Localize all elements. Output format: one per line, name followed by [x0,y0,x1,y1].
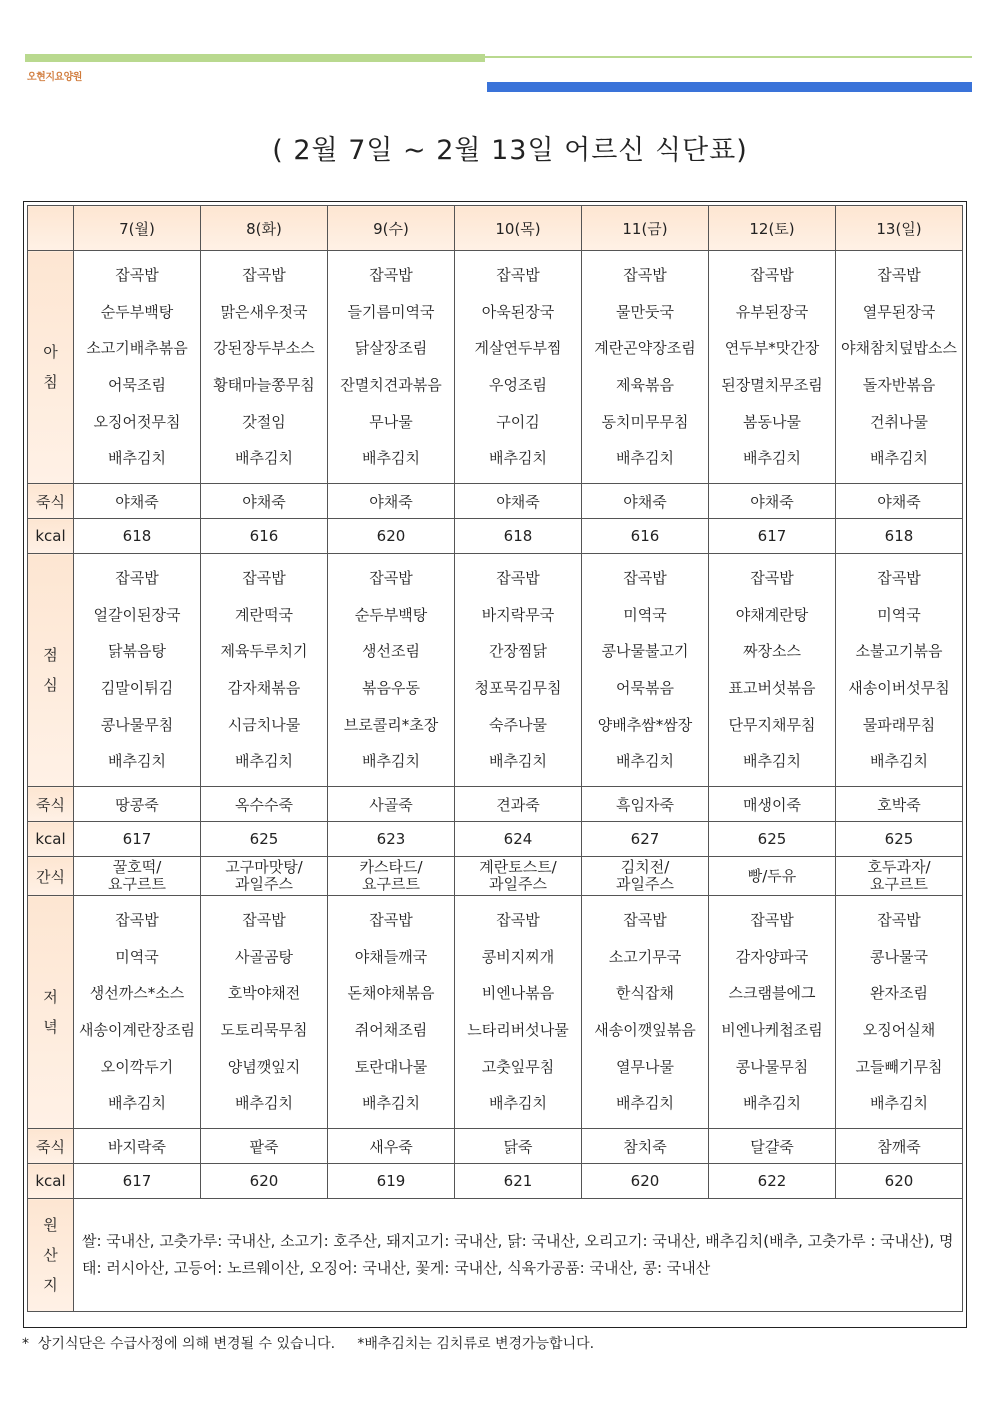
snack-item: 계란토스트/ [479,858,557,876]
breakfast-kcal-value: 616 [582,519,709,554]
breakfast-porridge-value: 야채죽 [74,484,201,519]
lunch-kcal-value: 625 [201,822,328,857]
lunch-kcal-value: 627 [582,822,709,857]
menu-item: 잡곡밥 [750,266,794,285]
snack-cell [74,857,201,896]
snack-item: 과일주스 [616,875,674,893]
menu-item: 배추김치 [870,752,928,771]
menu-item: 표고버섯볶음 [728,679,816,697]
dinner-porridge-value: 닭죽 [455,1129,582,1164]
breakfast-kcal-value: 618 [74,519,201,554]
footnote: * 상기식단은 수급사정에 의해 변경될 수 있습니다. *배추김치는 김치류로 변경가능합니다. [22,1336,595,1352]
menu-item: 잡곡밥 [115,266,159,285]
breakfast-label-char: 아 [43,343,58,361]
menu-item: 물파래무침 [862,715,936,734]
menu-item: 새송이계란장조림 [79,1021,195,1039]
snack-item: 카스타드/ [359,858,423,876]
lunch-porridge-value: 호박죽 [836,787,963,822]
page-title: ( 2월 7일 ~ 2월 13일 어르신 식단표) [272,135,748,166]
menu-item: 잡곡밥 [877,266,921,285]
menu-item: 배추김치 [616,752,674,771]
dinner-cell [582,896,709,1129]
menu-item: 아욱된장국 [481,302,555,321]
lunch-cell [455,554,582,787]
menu-table [27,205,963,1312]
menu-item: 미역국 [115,947,159,966]
menu-item: 사골곰탕 [235,947,293,966]
menu-item: 잡곡밥 [750,569,794,588]
lunch-porridge-value: 사골죽 [328,787,455,822]
menu-item: 잡곡밥 [496,911,540,930]
menu-item: 건취나물 [870,412,928,431]
menu-item: 물만둣국 [616,302,674,321]
header-green-bar [25,54,485,62]
menu-item: 브로콜리*초장 [343,715,439,734]
menu-item: 배추김치 [235,1094,293,1113]
menu-item: 배추김치 [616,449,674,468]
menu-item: 배추김치 [743,752,801,771]
menu-item: 잡곡밥 [242,569,286,588]
breakfast-porridge-value: 야채죽 [328,484,455,519]
menu-item: 배추김치 [489,1094,547,1113]
menu-item: 소고기배추볶음 [86,339,188,358]
breakfast-porridge-label: 죽식 [28,484,74,519]
dinner-kcal-value: 617 [74,1164,201,1199]
menu-item: 계란곤약장조림 [594,339,696,358]
snack-item: 김치전/ [620,858,670,876]
origin-label-char: 지 [43,1276,58,1294]
day-header: 10(목) [455,206,582,251]
snack-cell [201,857,328,896]
breakfast-kcal-value: 618 [836,519,963,554]
day-header: 7(월) [74,206,201,251]
menu-item: 순두부백탕 [100,302,174,321]
dinner-porridge-value: 팥죽 [201,1129,328,1164]
menu-frame [23,201,967,1328]
menu-item: 순두부백탕 [354,605,428,624]
menu-item: 잡곡밥 [496,266,540,285]
breakfast-porridge-value: 야채죽 [582,484,709,519]
menu-item: 연두부*맛간장 [724,339,820,358]
menu-item: 갓절임 [242,412,286,431]
dinner-cell [201,896,328,1129]
menu-item: 생선조림 [362,642,420,661]
menu-item: 쥐어채조림 [354,1021,428,1039]
menu-item: 맑은새우젓국 [220,302,308,321]
menu-item: 잡곡밥 [115,911,159,930]
breakfast-porridge-value: 야채죽 [836,484,963,519]
menu-item: 얼갈이된장국 [93,605,181,624]
origin-label-char: 산 [43,1246,58,1264]
breakfast-cell [455,251,582,484]
lunch-kcal-label: kcal [28,822,74,857]
menu-item: 배추김치 [108,752,166,771]
menu-item: 김말이튀김 [100,679,174,697]
menu-item: 게살연두부찜 [474,339,562,358]
menu-item: 잡곡밥 [242,911,286,930]
menu-item: 닭살장조림 [354,339,428,358]
lunch-label [28,554,74,787]
snack-cell [328,857,455,896]
breakfast-row [28,251,963,484]
dinner-cell [709,896,836,1129]
header-green-line [485,56,972,58]
menu-item: 배추김치 [743,449,801,468]
lunch-label-char: 점 [43,646,58,664]
lunch-cell [709,554,836,787]
menu-item: 잡곡밥 [369,266,413,285]
menu-item: 배추김치 [108,449,166,468]
lunch-kcal-value: 625 [709,822,836,857]
menu-item: 배추김치 [108,1094,166,1113]
breakfast-kcal-row [28,519,963,554]
lunch-porridge-value: 견과죽 [455,787,582,822]
menu-item: 미역국 [623,605,667,624]
snack-label: 간식 [28,857,74,896]
breakfast-cell [709,251,836,484]
breakfast-cell [74,251,201,484]
menu-item: 황태마늘쫑무침 [213,376,315,394]
logo-text: 오현지요양원 [27,72,82,83]
snack-item: 요구르트 [870,875,928,893]
dinner-porridge-value: 참깨죽 [836,1129,963,1164]
menu-item: 콩나물국 [870,947,928,966]
origin-row [28,1199,963,1312]
dinner-kcal-value: 620 [836,1164,963,1199]
breakfast-cell [836,251,963,484]
menu-item: 토란대나물 [354,1057,428,1076]
lunch-row [28,554,963,787]
breakfast-kcal-value: 618 [455,519,582,554]
menu-item: 한식잡채 [616,984,674,1003]
day-header: 11(금) [582,206,709,251]
snack-cell [836,857,963,896]
breakfast-porridge-value: 야채죽 [201,484,328,519]
lunch-porridge-value: 옥수수죽 [201,787,328,822]
dinner-kcal-value: 619 [328,1164,455,1199]
menu-item: 미역국 [877,605,921,624]
menu-item: 배추김치 [489,752,547,771]
snack-item: 요구르트 [362,875,420,893]
menu-item: 새송이버섯무침 [848,679,950,697]
breakfast-porridge-value: 야채죽 [709,484,836,519]
lunch-kcal-row [28,822,963,857]
menu-item: 돌자반볶음 [862,376,936,394]
menu-item: 단무지채무침 [728,715,816,734]
day-header: 13(일) [836,206,963,251]
menu-item: 콩나물무침 [735,1057,809,1076]
lunch-kcal-value: 617 [74,822,201,857]
menu-item: 고들빼기무침 [855,1057,943,1076]
menu-item: 완자조림 [870,984,928,1003]
menu-item: 배추김치 [616,1094,674,1113]
menu-item: 잡곡밥 [623,266,667,285]
menu-item: 열무나물 [616,1057,674,1076]
breakfast-label [28,251,74,484]
menu-item: 돈채야채볶음 [347,984,435,1003]
breakfast-kcal-value: 616 [201,519,328,554]
menu-item: 야채계란탕 [735,605,809,624]
dinner-cell [455,896,582,1129]
day-header: 8(화) [201,206,328,251]
menu-item: 야채들깨국 [354,947,428,966]
menu-item: 구이김 [496,412,540,431]
dinner-porridge-value: 바지락죽 [74,1129,201,1164]
menu-item: 유부된장국 [735,302,809,321]
menu-item: 잡곡밥 [242,266,286,285]
lunch-porridge-row [28,787,963,822]
breakfast-kcal-value: 620 [328,519,455,554]
menu-item: 비엔나볶음 [481,984,555,1003]
menu-item: 잔멸치견과볶음 [340,376,442,394]
menu-item: 오이깍두기 [100,1057,174,1076]
dinner-label-char: 저 [43,988,58,1006]
menu-item: 오징어젓무침 [93,412,181,431]
menu-item: 감자채볶음 [227,679,301,697]
breakfast-label-char: 침 [43,373,58,391]
dinner-cell [328,896,455,1129]
lunch-kcal-value: 623 [328,822,455,857]
menu-item: 배추김치 [235,752,293,771]
menu-item: 비엔나케첩조림 [721,1021,823,1039]
lunch-cell [74,554,201,787]
menu-item: 배추김치 [362,752,420,771]
dinner-row [28,896,963,1129]
dinner-cell [74,896,201,1129]
menu-item: 시금치나물 [227,715,301,734]
lunch-cell [836,554,963,787]
menu-item: 감자양파국 [735,947,809,966]
snack-item: 요구르트 [108,875,166,893]
menu-item: 호박야채전 [227,984,301,1003]
menu-item: 콩나물무침 [100,715,174,734]
snack-item: 빵/두유 [747,866,797,885]
breakfast-porridge-row [28,484,963,519]
menu-item: 배추김치 [870,449,928,468]
menu-item: 배추김치 [362,1094,420,1113]
breakfast-cell [328,251,455,484]
menu-item: 잡곡밥 [369,569,413,588]
snack-item: 과일주스 [489,875,547,893]
snack-item: 과일주스 [235,875,293,893]
menu-item: 볶음우동 [362,679,420,697]
menu-item: 잡곡밥 [623,569,667,588]
header-blue-bar [487,82,972,92]
menu-item: 잡곡밥 [750,911,794,930]
menu-item: 야채참치덮밥소스 [841,339,957,358]
menu-item: 도토리묵무침 [220,1021,308,1039]
menu-item: 스크램블에그 [728,984,816,1003]
day-header-row [28,206,963,251]
menu-item: 간장찜닭 [489,642,547,661]
dinner-porridge-value: 새우죽 [328,1129,455,1164]
dinner-kcal-value: 620 [201,1164,328,1199]
breakfast-porridge-value: 야채죽 [455,484,582,519]
menu-item: 고춧잎무침 [481,1057,555,1076]
menu-item: 새송이깻잎볶음 [594,1021,696,1039]
menu-item: 제육볶음 [616,376,674,394]
dinner-porridge-value: 달걀죽 [709,1129,836,1164]
day-header: 9(수) [328,206,455,251]
menu-item: 숙주나물 [489,715,547,734]
lunch-label-char: 심 [43,676,58,694]
menu-item: 무나물 [369,412,413,431]
day-header: 12(토) [709,206,836,251]
dinner-porridge-row [28,1129,963,1164]
dinner-label [28,896,74,1129]
menu-item: 배추김치 [870,1094,928,1113]
snack-cell [455,857,582,896]
dinner-cell [836,896,963,1129]
menu-item: 소불고기볶음 [855,642,943,661]
lunch-cell [328,554,455,787]
menu-item: 소고기무국 [608,947,682,966]
menu-item: 콩나물불고기 [601,642,689,661]
menu-item: 청포묵김무침 [474,679,562,697]
menu-item: 잡곡밥 [877,911,921,930]
dinner-kcal-value: 621 [455,1164,582,1199]
menu-item: 잡곡밥 [369,911,413,930]
dinner-label-char: 녁 [43,1018,58,1036]
menu-item: 짜장소스 [743,642,801,661]
snack-row [28,857,963,896]
menu-item: 들기름미역국 [347,302,435,321]
menu-item: 열무된장국 [862,302,936,321]
snack-item: 고구마맛탕/ [225,858,303,876]
menu-item: 생선까스*소스 [89,984,185,1003]
origin-label-char: 원 [43,1216,58,1234]
menu-item: 바지락무국 [481,605,555,624]
menu-item: 콩비지찌개 [481,947,555,966]
menu-item: 양배추쌈*쌈장 [597,715,693,734]
lunch-porridge-value: 흑임자죽 [582,787,709,822]
menu-item: 잡곡밥 [115,569,159,588]
menu-item: 잡곡밥 [623,911,667,930]
dinner-kcal-label: kcal [28,1164,74,1199]
menu-item: 어묵볶음 [616,679,674,697]
menu-item: 강된장두부소스 [213,339,315,358]
menu-item: 잡곡밥 [496,569,540,588]
origin-text: 쌀: 국내산, 고춧가루: 국내산, 소고기: 호주산, 돼지고기: 국내산, 닭: 국내산, 오리고기: 국내산, 배추김치(배추, 고춧가루 : 국내산), 명태: 러시아산, 고등어: 노르웨이산, 오징어: 국내산, 꽃게: 국내산, 식육가공품: 국내산, 콩: 국내산 [74,1199,963,1312]
lunch-kcal-value: 625 [836,822,963,857]
breakfast-cell [582,251,709,484]
menu-item: 배추김치 [743,1094,801,1113]
dinner-kcal-value: 620 [582,1164,709,1199]
origin-label [28,1199,74,1312]
menu-item: 잡곡밥 [877,569,921,588]
menu-item: 봄동나물 [743,412,801,431]
snack-item: 호두과자/ [867,858,931,876]
menu-item: 배추김치 [362,449,420,468]
menu-item: 양념깻잎지 [227,1057,301,1076]
corner-cell [28,206,74,251]
dinner-porridge-label: 죽식 [28,1129,74,1164]
dinner-kcal-row [28,1164,963,1199]
breakfast-kcal-value: 617 [709,519,836,554]
menu-item: 어묵조림 [108,376,166,394]
lunch-kcal-value: 624 [455,822,582,857]
snack-cell [709,857,836,896]
menu-item: 느타리버섯나물 [467,1021,569,1039]
menu-item: 제육두루치기 [220,642,308,661]
menu-item: 우엉조림 [489,376,547,394]
menu-item: 오징어실채 [862,1021,936,1039]
menu-item: 닭볶음탕 [108,642,166,661]
lunch-porridge-value: 매생이죽 [709,787,836,822]
breakfast-kcal-label: kcal [28,519,74,554]
menu-item: 배추김치 [489,449,547,468]
lunch-cell [201,554,328,787]
menu-item: 된장멸치무조림 [721,376,823,394]
dinner-porridge-value: 참치죽 [582,1129,709,1164]
menu-item: 동치미무무침 [601,412,689,431]
lunch-porridge-label: 죽식 [28,787,74,822]
breakfast-cell [201,251,328,484]
snack-item: 꿀호떡/ [112,858,162,876]
lunch-porridge-value: 땅콩죽 [74,787,201,822]
menu-item: 계란떡국 [235,605,293,624]
snack-cell [582,857,709,896]
lunch-cell [582,554,709,787]
dinner-kcal-value: 622 [709,1164,836,1199]
menu-item: 배추김치 [235,449,293,468]
